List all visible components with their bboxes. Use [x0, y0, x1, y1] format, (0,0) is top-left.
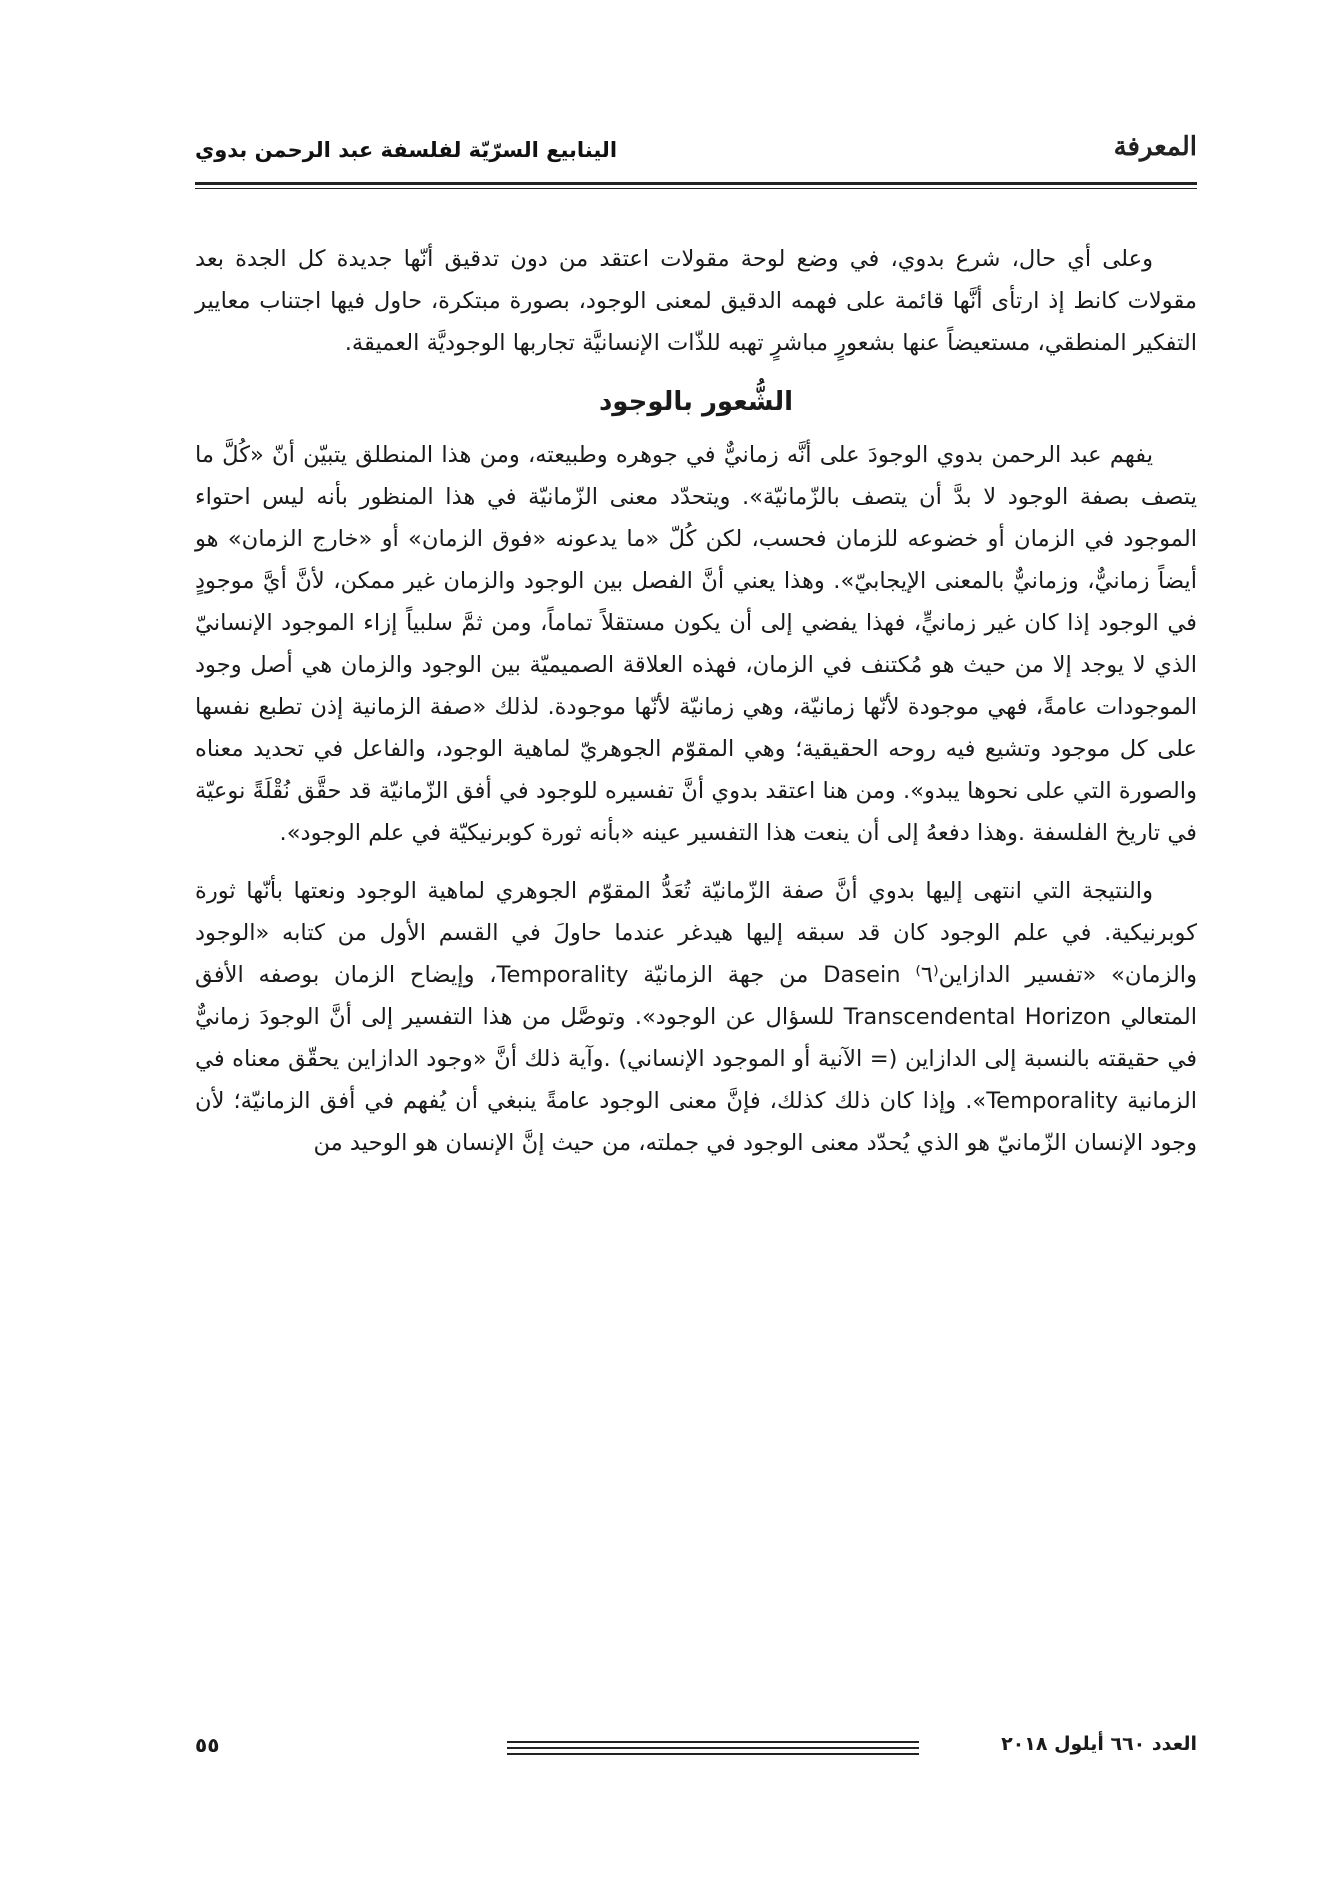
section-heading: الشُّعور بالوجود [598, 387, 794, 417]
journal-logo: المعرفة [1113, 132, 1197, 162]
page-header [195, 128, 1197, 174]
running-title: الينابيع السرّيّة لفلسفة عبد الرحمن بدوي [195, 138, 618, 162]
paragraph-1: وعلى أي حال، شرع بدوي، في وضع لوحة مقولات اعتقد من دون تدقيق أنّها جديدة كل الجدة بعد مقولات كانط إذ ارتأى أنَّها قائمة على فهمه الدقيق لمعنى الوجود، بصورة مبتكرة، حاول فيها اجتناب معايير التفكير المنطقي، مستعيضاً عنها بشعورٍ مباشرٍ تهبه للذّات الإنسانيَّة تجاربها الوجوديَّة العميقة. [195, 246, 1197, 356]
footer-rule-top [507, 1741, 919, 1743]
header-rule-thin [195, 188, 1197, 189]
issue-label: العدد ٦٦٠ أيلول ٢٠١٨ [1001, 1733, 1197, 1755]
page-footer [195, 1733, 1197, 1773]
footer-rule-middle [507, 1747, 919, 1749]
page-number: ٥٥ [195, 1733, 220, 1757]
footer-rule-bottom [507, 1753, 919, 1755]
paragraph-3: والنتيجة التي انتهى إليها بدوي أنَّ صفة الزّمانيّة تُعَدُّ المقوّم الجوهري لماهية الوجود ونعتها بأنّها ثورة كوبرنيكية. في علم الوجود كان قد سبقه إليها هيدغر عندما حاولَ في القسم الأول من كتابه «الوجود والزمان» «تفسير الدازاين⁽٦⁾ Dasein من جهة الزمانيّة Temporality، وإيضاح الزمان بوصفه الأفق المتعالي Transcendental Horizon للسؤال عن الوجود». وتوصَّل من هذا التفسير إلى أنَّ الوجودَ زمانيٌّ في حقيقته بالنسبة إلى الدازاين (= الآنية أو الموجود الإنساني) .وآية ذلك أنَّ «وجود الدازاين يحقّق معناه في الزمانية Temporality». وإذا كان ذلك كذلك، فإنَّ معنى الوجود عامةً ينبغي أن يُفهم في أفق الزمانيّة؛ لأن وجود الإنسان الزّمانيّ هو الذي يُحدّد معنى الوجود في جملته، من حيث إنَّ الإنسان هو الوحيد من [195, 878, 1197, 1156]
paragraph-2: يفهم عبد الرحمن بدوي الوجودَ على أنَّه زمانيٌّ في جوهره وطبيعته، ومن هذا المنطلق يتبيّن أنّ «كُلَّ ما يتصف بصفة الوجود لا بدَّ أن يتصف بالزّمانيّة». ويتحدّد معنى الزّمانيّة في هذا المنظور بأنه ليس احتواء الموجود في الزمان أو خضوعه للزمان فحسب، لكن كُلّ «ما يدعونه «فوق الزمان» أو «خارج الزمان» هو أيضاً زمانيٌّ، وزمانيٌّ بالمعنى الإيجابيّ». وهذا يعني أنَّ الفصل بين الوجود والزمان غير ممكن، لأنَّ أيَّ موجودٍ في الوجود إذا كان غير زمانيٍّ، فهذا يفضي إلى أن يكون مستقلاً تماماً، ومن ثمَّ سلبياً إزاء الموجود الإنسانيّ الذي لا يوجد إلا من حيث هو مُكتنف في الزمان، فهذه العلاقة الصميميّة بين الوجود والزمان هي أصل وجود الموجودات عامةً، فهي موجودة لأنّها زمانيّة، وهي زمانيّة لأنّها موجودة. لذلك «صفة الزمانية إذن تطبع نفسها على كل موجود وتشيع فيه روحه الحقيقية؛ وهي المقوّم الجوهريّ لماهية الوجود، والفاعل في تحديد معناه والصورة التي على نحوها يبدو». ومن هنا اعتقد بدوي أنَّ تفسيره للوجود في أفق الزّمانيّة قد حقَّق نُقْلَةً نوعيّة في تاريخ الفلسفة .وهذا دفعهُ إلى أن ينعت هذا التفسير عينه «بأنه ثورة كوبرنيكيّة في علم الوجود». [195, 442, 1197, 846]
article-body [195, 238, 1197, 1180]
header-rule-thick [195, 182, 1197, 185]
